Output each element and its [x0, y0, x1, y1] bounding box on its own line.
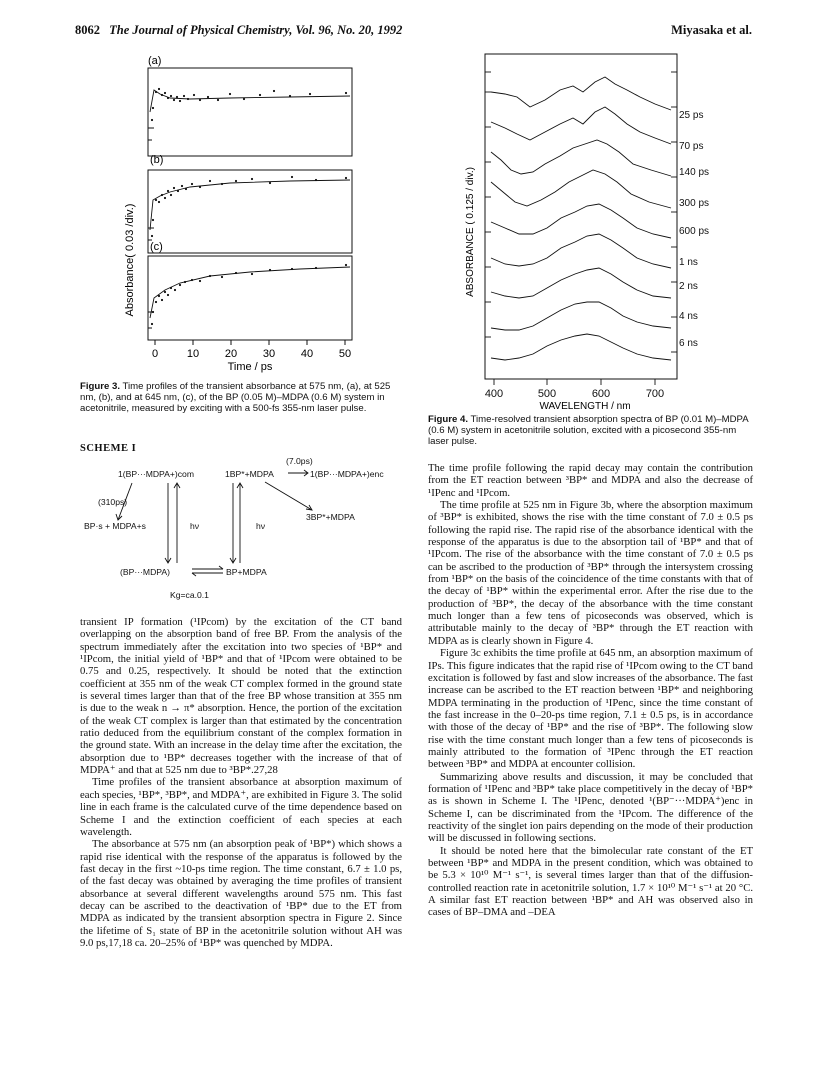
x-tick-600: 600 [591, 388, 611, 400]
scheme-time-7ps: (7.0ps) [286, 458, 313, 466]
figure-3-caption-label: Figure 3. [80, 381, 120, 392]
delay-label-140ps: 140 ps [679, 167, 710, 178]
fit-curve-b [150, 180, 350, 230]
spectrum-2ns [491, 268, 671, 298]
scheme-hv-1: hν [190, 521, 200, 531]
spectrum-140ps [491, 140, 671, 176]
right-column-text [428, 462, 753, 919]
scheme-equilibrium: Kg=ca.0.1 [170, 590, 209, 600]
x-tick-40: 40 [300, 348, 314, 360]
running-header [75, 23, 752, 41]
x-tick-0: 0 [151, 348, 159, 360]
right-paragraph-4: Summarizing above results and discussion, it may be concluded that formation of ¹IPenc and ³BP* take place competitively in the decay of ¹BP* as is shown in Scheme I. The ¹IPenc, denoted ¹(BP⁻···MDPA⁺)enc in Scheme I, can be discriminated from the ¹IPcom. The difference of the reactivity of the singlet ion pairs depending on the mode of their production will be discussed in following sections. [428, 770, 753, 845]
right-paragraph-3: Figure 3c exhibits the time profile at 645 nm, an absorption maximum of IPs. This figure indicates that the rapid rise of ¹IPcom owing to the CT band excitation is followed by fast and slow increases of the absorbance. The fast increase can be ascribed to the ET reaction between ¹BP* and neighboring MDPA terminating in the production of ¹IPenc, since the time constant of the fast increase in the 0–20-ps time region, 7.1 ± 0.5 ps, is in accordance with those of the decay of ¹BP* and the rise of ³BP*. The following slow rise with the time constant much longer than a few tens of picoseconds is mainly attributed to the formation of ³IPenc through the ET reaction between ³BP* and MDPA at encounter collision. [428, 647, 753, 771]
authors: Miyasaka et al. [671, 23, 752, 37]
left-paragraph-3: The absorbance at 575 nm (an absorption peak of ¹BP*) which shows a rapid rise identical with the response of the apparatus is followed by the fast decay in the first ~10-ps time region. The time constant, 6.7 ± 1.0 ps, of the fast decay was obtained by averaging the time profiles of transient absorbance at several different wavelengths around 575 nm. This fast decay can be ascribed to the deactivation of ¹BP* due to the ET from MDPA as indicated by the transient absorption spectra in Figure 2. Since the lifetime of S₁ state of BP in the acetonitrile solution without AH was 9.0 ps,17,18 ca. 20–25% of ¹BP* was quenched by MDPA. [80, 838, 402, 949]
scheme-excited: 1BP*+MDPA [225, 469, 274, 479]
right-paragraph-2: The time profile at 525 nm in Figure 3b, where the absorption maximum of ³BP* is exhibited, shows the rise with the time constant of 7.0 ± 0.5 ps following the rapid rise. The rapid rise of the absorbance identical with the response of the apparatus is due to the absorption tail of ¹BP* and that of ¹IPcom. The rise of the absorbance with the time constant of 7.0 ± 0.5 ps can be ascribed to the production of ³BP* through the intersystem crossing from ¹BP* on the basis of the coincidence of the time constants with that of the decay of ¹BP* within the experimental error. After the rise due to the production of ³BP*, the decay of the absorbance with the time constant much longer than a few tens of picoseconds was observed, which is attributable mainly to the decay of ³BP* through the ET reaction with MDPA as is clearly shown in Figure 4. [428, 499, 753, 647]
scheme-encounter-ip: 1(BP···MDPA+)enc [310, 469, 384, 479]
scheme-hv-2: hν [256, 521, 266, 531]
scheme-ground-free: BP+MDPA [226, 567, 267, 577]
scheme-free-ions: BP·s + MDPA+s [84, 521, 146, 531]
x-tick-10: 10 [186, 348, 200, 360]
right-paragraph-1: The time profile following the rapid decay may contain the contribution from the ET reaction between ³BP* and MDPA and also the decrease of ¹IPenc and ¹IPcom. [428, 462, 753, 499]
spectrum-1ns [491, 234, 671, 268]
x-tick-500: 500 [537, 388, 557, 400]
x-axis-label: Time / ps [227, 361, 273, 373]
spectrum-6ns [491, 334, 671, 360]
spectrum-300ps [491, 170, 671, 208]
x-tick-30: 30 [262, 348, 276, 360]
left-paragraph-2: Time profiles of the transient absorbance at absorption maximum of each species, ¹BP*, ³BP*, and MDPA⁺, are exhibited in Figure 3. The solid line in each frame is the calculated curve of the time dependence based on Scheme I and the extinction coefficient of each species at each wavelength. [80, 776, 402, 838]
right-paragraph-5: It should be noted here that the bimolecular rate constant of the ET between ¹BP* and MDPA in the present condition, which was obtained to be 5.3 × 10¹⁰ M⁻¹ s⁻¹, is several times larger than that of the diffusion-controlled reaction rate in acetonitrile solution, 1.7 × 10¹⁰ M⁻¹ s⁻¹ at 20 °C. A similar fast ET reaction between ¹BP* and AH was observed also in cases of BP–DMA and –DEA [428, 844, 753, 919]
panel-c-label: (c) [150, 241, 163, 253]
figure-3 [110, 50, 380, 380]
spectrum-4ns [491, 302, 671, 330]
figure-4-y-axis-label: ABSORBANCE ( 0.125 / div.) [465, 167, 476, 297]
figure-4 [455, 52, 750, 412]
spectrum-600ps [491, 204, 671, 238]
panel-a-label: (a) [148, 55, 162, 67]
y-axis-label: Absorbance( 0.03 /div.) [124, 203, 136, 317]
figure-4-caption [428, 414, 753, 447]
panel-c-frame [148, 256, 352, 340]
x-tick-50: 50 [338, 348, 352, 360]
delay-label-25ps: 25 ps [679, 110, 704, 121]
figure-4-caption-label: Figure 4. [428, 414, 468, 425]
left-column-text [80, 616, 402, 949]
journal-title: The Journal of Physical Chemistry, Vol. 96, No. 20, 1992 [109, 23, 403, 37]
figure-3-caption-text: Time profiles of the transient absorbance at 575 nm, (a), at 525 nm, (b), and at 645 nm, (c), of the BP (0.05 M)–MDPA (0.6 M) system in acetonitrile, measured by exciting with a 500-fs 355-nm laser pulse. [80, 381, 391, 414]
page-number: 8062 [75, 23, 100, 37]
figure-4-x-axis-label: WAVELENGTH / nm [539, 401, 631, 412]
figure-4-caption-text: Time-resolved transient absorption spectra of BP (0.01 M)–MDPA (0.6 M) system in acetonitrile solution, excited with a picosecond 355-nm laser pulse. [428, 414, 749, 447]
scheme-contact-ip: 1(BP···MDPA+)com [118, 469, 194, 479]
data-points-b [151, 176, 347, 237]
delay-label-2ns: 2 ns [679, 281, 698, 292]
panel-a-frame [148, 68, 352, 156]
delay-label-600ps: 600 ps [679, 226, 710, 237]
data-points-a [151, 88, 347, 121]
x-tick-700: 700 [645, 388, 665, 400]
spectrum-25ps [491, 77, 671, 110]
scheme-ground-complex: (BP···MDPA) [120, 567, 170, 577]
scheme-time-310ps: (310ps) [98, 497, 128, 507]
spectrum-70ps [491, 107, 671, 144]
delay-label-70ps: 70 ps [679, 141, 704, 152]
panel-b-label: (b) [150, 154, 164, 166]
x-tick-400: 400 [484, 388, 504, 400]
delay-label-6ns: 6 ns [679, 338, 698, 349]
fit-curve-c [150, 267, 350, 318]
delay-label-4ns: 4 ns [679, 311, 698, 322]
delay-label-300ps: 300 ps [679, 198, 710, 209]
figure-3-caption [80, 381, 400, 414]
data-points-c [151, 264, 347, 325]
scheme-diagram [80, 458, 410, 608]
x-tick-20: 20 [224, 348, 238, 360]
delay-label-1ns: 1 ns [679, 257, 698, 268]
scheme-title: SCHEME I [80, 443, 137, 454]
left-paragraph-1: transient IP formation (¹IPcom) by the excitation of the CT band overlapping on the absorption band of free BP. From the analysis of the spectrum immediately after the excitation into two species of ¹BP* and ¹IPcom, the initial yield of ¹BP* and that of ¹IPcom were obtained to be 0.75 and 0.25, respectively. It should be noted that the extinction coefficient at 355 nm of the weak CT complex formed in the ground state is several times larger than that of the free BP whose transition at 355 nm is due to the weak n → π* absorption. Hence, the portion of the excitation of the weak CT complex is larger than that estimated by the concentration ratio deduced from the equilibrium constant of the complex formation in the ground state. With an increase in the delay time after the excitation, the absorption due to ¹BP* decreases together with the increase of that of MDPA⁺ and that at 525 nm due to ³BP*.27,28 [80, 616, 402, 777]
spectra-traces [491, 77, 671, 360]
scheme-triplet: 3BP*+MDPA [306, 512, 355, 522]
